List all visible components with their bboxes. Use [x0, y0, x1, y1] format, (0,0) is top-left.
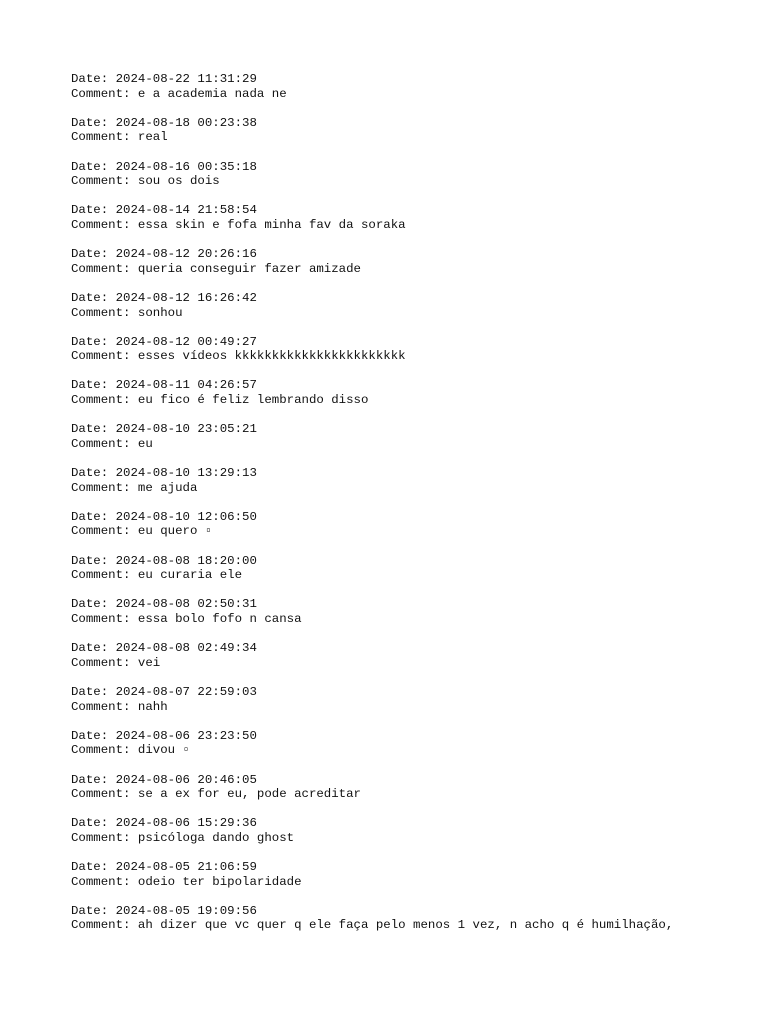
comment-entry: [71, 641, 751, 670]
comment-label: Comment:: [71, 174, 138, 189]
comment-label: Comment:: [71, 349, 138, 364]
date-value: 2024-08-11 04:26:57: [115, 378, 257, 393]
date-value: 2024-08-22 11:31:29: [115, 72, 257, 86]
comment-label: Comment:: [71, 918, 138, 933]
date-value: 2024-08-10 23:05:21: [115, 422, 257, 437]
date-label: Date:: [71, 115, 116, 130]
comment-label: Comment:: [71, 305, 138, 320]
comment-text: vei: [137, 655, 161, 670]
comment-entry: [71, 554, 751, 583]
comment-label: Comment:: [71, 217, 138, 232]
date-line: [71, 597, 751, 612]
comment-line: [71, 174, 751, 189]
comment-line: [71, 612, 751, 627]
date-label: Date:: [71, 553, 116, 568]
comment-label: Comment:: [71, 393, 138, 408]
date-label: Date:: [71, 816, 116, 831]
date-line: [71, 116, 751, 131]
comment-line: [71, 218, 751, 233]
date-value: 2024-08-06 15:29:36: [115, 816, 257, 831]
comment-text: divou ▫: [137, 743, 190, 758]
comment-label: Comment:: [71, 524, 138, 539]
comment-entry: [71, 904, 751, 933]
date-line: [71, 860, 751, 875]
comment-text: sonhou: [137, 305, 183, 320]
comment-entry: [71, 422, 751, 451]
comment-entry: [71, 597, 751, 626]
comment-entry: [71, 773, 751, 802]
comment-label: Comment:: [71, 743, 138, 758]
comment-entry: [71, 116, 751, 145]
comment-text: e a academia nada ne: [137, 86, 287, 101]
date-label: Date:: [71, 203, 116, 218]
comment-text: psicóloga dando ghost: [137, 830, 295, 845]
date-label: Date:: [71, 509, 116, 524]
date-line: [71, 904, 751, 919]
comment-line: [71, 875, 751, 890]
date-line: [71, 72, 751, 87]
date-label: Date:: [71, 903, 116, 918]
date-line: [71, 510, 751, 525]
comment-line: [71, 743, 751, 758]
date-line: [71, 554, 751, 569]
date-line: [71, 291, 751, 306]
comment-text: nahh: [137, 699, 168, 714]
comment-entry: [71, 203, 751, 232]
date-line: [71, 160, 751, 175]
comment-line: [71, 262, 751, 277]
date-value: 2024-08-08 02:49:34: [115, 641, 257, 656]
comment-label: Comment:: [71, 130, 138, 145]
comment-label: Comment:: [71, 611, 138, 626]
comment-label: Comment:: [71, 480, 138, 495]
comment-text: essa skin e fofa minha fav da soraka: [137, 217, 406, 232]
date-value: 2024-08-16 00:35:18: [115, 159, 257, 174]
date-value: 2024-08-10 12:06:50: [115, 509, 257, 524]
comment-text: eu curaria ele: [137, 568, 243, 583]
comment-label: Comment:: [71, 787, 138, 802]
comment-entry: [71, 160, 751, 189]
comment-entry: [71, 247, 751, 276]
date-value: 2024-08-10 13:29:13: [115, 466, 257, 481]
comment-line: [71, 787, 751, 802]
date-line: [71, 729, 751, 744]
date-value: 2024-08-18 00:23:38: [115, 115, 257, 130]
comment-list: [71, 72, 751, 948]
comment-line: [71, 130, 751, 145]
date-label: Date:: [71, 772, 116, 787]
date-label: Date:: [71, 728, 116, 743]
comment-label: Comment:: [71, 830, 138, 845]
comment-entry: [71, 729, 751, 758]
date-line: [71, 203, 751, 218]
comment-line: [71, 700, 751, 715]
date-label: Date:: [71, 290, 116, 305]
comment-text: esses vídeos kkkkkkkkkkkkkkkkkkkkkkk: [137, 349, 406, 364]
comment-line: [71, 437, 751, 452]
comment-text: queria conseguir fazer amizade: [137, 261, 361, 276]
date-line: [71, 641, 751, 656]
date-value: 2024-08-05 19:09:56: [115, 903, 257, 918]
date-value: 2024-08-05 21:06:59: [115, 860, 257, 875]
date-value: 2024-08-07 22:59:03: [115, 684, 257, 699]
comment-text: eu fico é feliz lembrando disso: [137, 393, 369, 408]
comment-text: sou os dois: [137, 174, 220, 189]
comment-line: [71, 481, 751, 496]
comment-label: Comment:: [71, 655, 138, 670]
comment-text: eu quero ▫: [137, 524, 213, 539]
comment-entry: [71, 510, 751, 539]
comment-line: [71, 524, 751, 539]
comment-line: [71, 306, 751, 321]
date-label: Date:: [71, 684, 116, 699]
comment-line: [71, 918, 751, 933]
comment-text: me ajuda: [137, 480, 198, 495]
comment-entry: [71, 816, 751, 845]
date-value: 2024-08-12 20:26:16: [115, 247, 257, 262]
comment-label: Comment:: [71, 874, 138, 889]
date-label: Date:: [71, 72, 116, 86]
date-label: Date:: [71, 378, 116, 393]
date-label: Date:: [71, 159, 116, 174]
comment-text: ah dizer que vc quer q ele faça pelo menos 1 vez, n acho q é humilhação,: [137, 918, 674, 933]
comment-entry: [71, 291, 751, 320]
comment-label: Comment:: [71, 568, 138, 583]
date-line: [71, 816, 751, 831]
comment-label: Comment:: [71, 436, 138, 451]
date-label: Date:: [71, 422, 116, 437]
date-line: [71, 247, 751, 262]
date-value: 2024-08-14 21:58:54: [115, 203, 257, 218]
date-label: Date:: [71, 466, 116, 481]
date-line: [71, 685, 751, 700]
date-line: [71, 773, 751, 788]
date-line: [71, 335, 751, 350]
date-value: 2024-08-08 02:50:31: [115, 597, 257, 612]
comment-text: odeio ter bipolaridade: [137, 874, 302, 889]
comment-line: [71, 87, 751, 102]
comment-entry: [71, 860, 751, 889]
comment-entry: [71, 685, 751, 714]
comment-text: se a ex for eu, pode acreditar: [137, 787, 361, 802]
date-value: 2024-08-06 20:46:05: [115, 772, 257, 787]
date-line: [71, 466, 751, 481]
date-value: 2024-08-06 23:23:50: [115, 728, 257, 743]
comment-line: [71, 349, 751, 364]
comment-label: Comment:: [71, 261, 138, 276]
comment-entry: [71, 466, 751, 495]
comment-label: Comment:: [71, 86, 138, 101]
comment-line: [71, 393, 751, 408]
comment-text: essa bolo fofo n cansa: [137, 611, 302, 626]
comment-line: [71, 656, 751, 671]
date-label: Date:: [71, 597, 116, 612]
date-label: Date:: [71, 860, 116, 875]
date-line: [71, 422, 751, 437]
comment-entry: [71, 335, 751, 364]
comment-label: Comment:: [71, 699, 138, 714]
comment-line: [71, 568, 751, 583]
date-label: Date:: [71, 334, 116, 349]
comment-text: real: [137, 130, 168, 145]
comment-line: [71, 831, 751, 846]
date-label: Date:: [71, 641, 116, 656]
comment-entry: [71, 72, 751, 101]
date-label: Date:: [71, 247, 116, 262]
date-value: 2024-08-12 00:49:27: [115, 334, 257, 349]
date-line: [71, 378, 751, 393]
comment-entry: [71, 378, 751, 407]
comment-text: eu: [137, 436, 153, 451]
date-value: 2024-08-08 18:20:00: [115, 553, 257, 568]
date-value: 2024-08-12 16:26:42: [115, 290, 257, 305]
